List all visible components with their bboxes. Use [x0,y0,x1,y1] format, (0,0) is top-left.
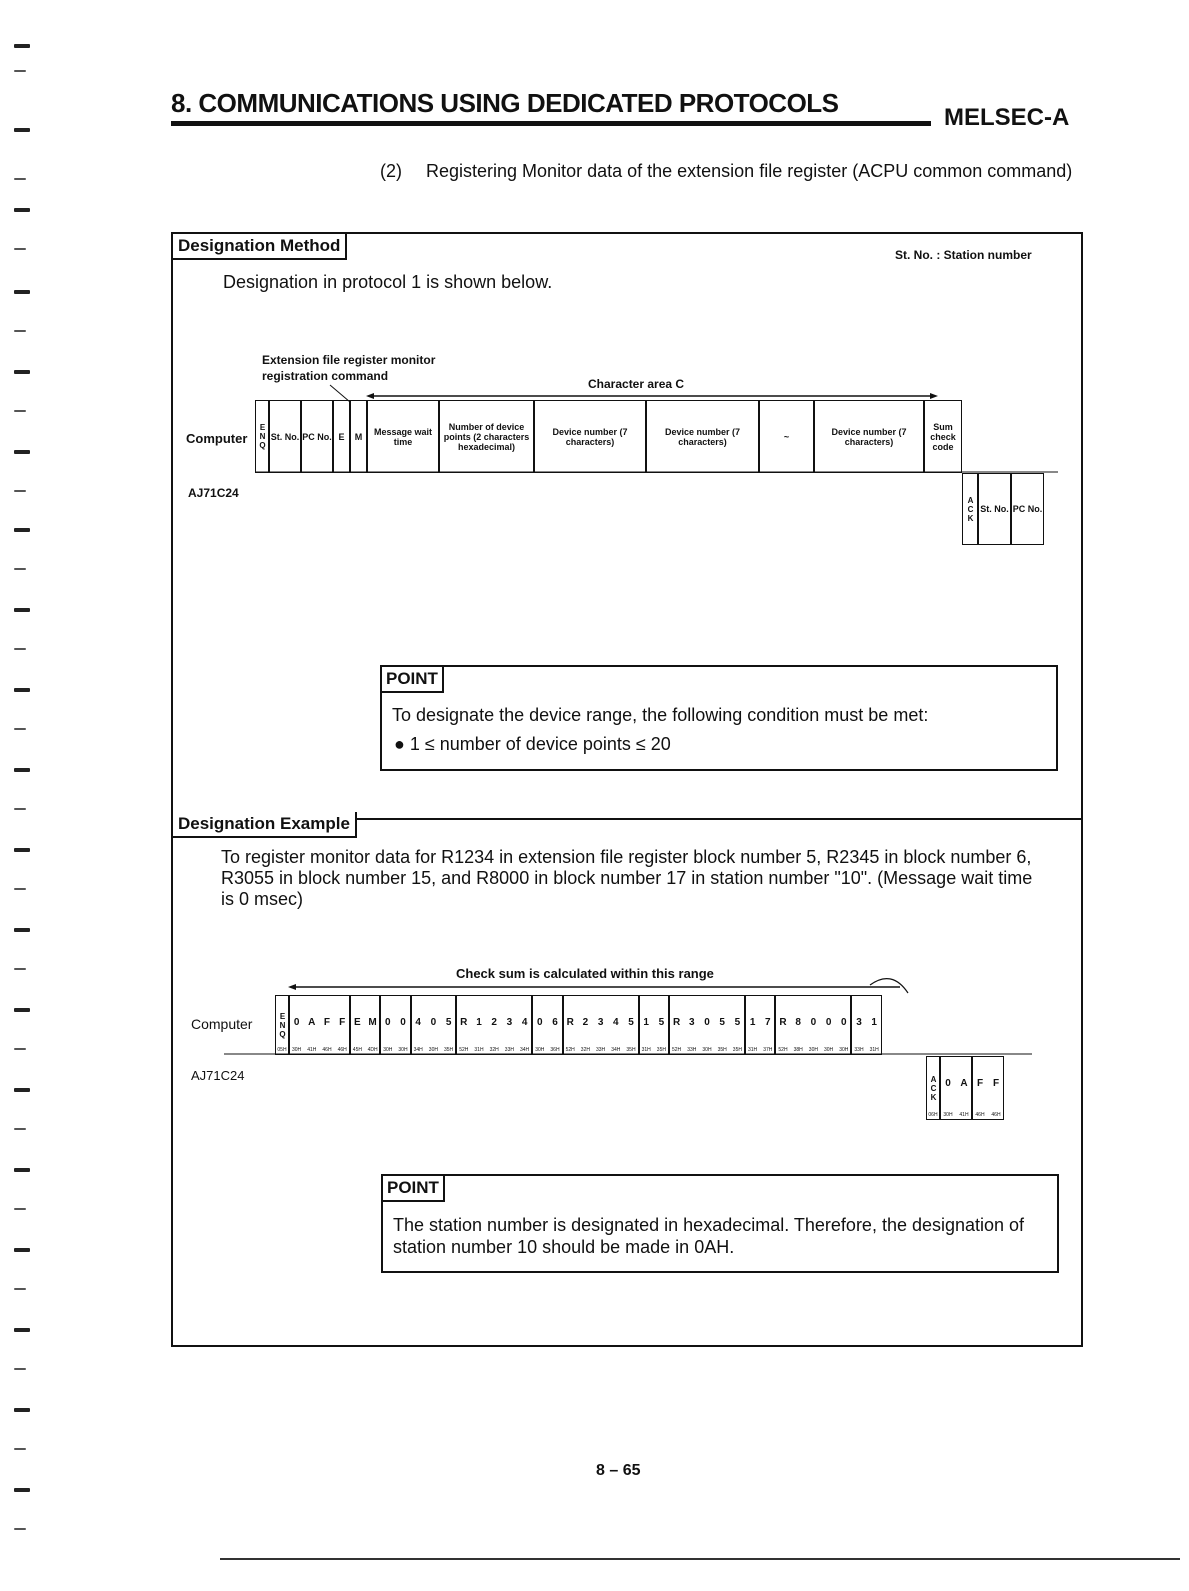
request-char: 0 [537,1017,543,1028]
point-label: POINT [382,667,444,693]
subheading-number: (2) [380,161,402,181]
pc-no-cell: PC No. [301,400,333,473]
request-hex: 31H [641,1047,651,1053]
request-hex: 32H [489,1047,499,1053]
binder-mark [14,1088,30,1092]
sum-check-cell: Sum check code [924,400,962,473]
response-hex: 46H [991,1112,1001,1118]
request-char: F [339,1017,346,1028]
request-hex: 30H [383,1047,393,1053]
device-number-cell: Device number (7 characters) [534,400,646,473]
command-note: Extension file register monitor registration command [262,353,436,383]
request-hex: 36H [550,1047,560,1053]
request-group-box [411,995,457,1055]
device-number-cell: Device number (7 characters) [814,400,924,473]
checksum-note: Check sum is calculated within this range [456,966,714,981]
request-char: 5 [445,1017,452,1028]
enq-cell: ENQ [255,400,269,473]
response-pc-no-cell: PC No. [1011,473,1044,545]
binder-mark [14,208,30,212]
response-char: 0 [945,1078,951,1089]
request-hex: 34H [520,1047,530,1053]
example-aj71c24-label: AJ71C24 [191,1068,245,1083]
request-char: R [460,1017,468,1028]
response-char: F [992,1078,1000,1089]
binder-mark [14,688,30,692]
point-label: POINT [383,1176,445,1202]
request-hex: 32H [580,1047,590,1053]
binder-mark [14,1168,30,1172]
binder-mark [14,648,26,650]
request-char: 5 [719,1017,725,1028]
request-hex: 33H [854,1047,864,1053]
binder-mark [14,1368,26,1370]
request-hex: 31H [748,1047,758,1053]
header-rule [171,121,931,126]
response-group-box [972,1056,1004,1120]
chapter-title: 8. COMMUNICATIONS USING DEDICATED PROTOCOLS [171,88,839,118]
request-char: F [323,1017,331,1028]
binder-mark [14,370,30,374]
request-char: 7 [765,1017,771,1028]
response-st-no-cell: St. No. [978,473,1011,545]
ack-hex: 06H [928,1112,938,1118]
response-hex: 30H [943,1112,953,1118]
page-number: 8 – 65 [596,1462,641,1479]
request-hex: 35H [717,1047,727,1053]
binder-mark [14,888,26,890]
binder-mark [14,1448,26,1450]
binder-mark [14,44,30,48]
device-number-cell: Device number (7 characters) [646,400,759,473]
request-char: 8 [795,1017,801,1028]
response-char: F [976,1078,984,1089]
request-char: 3 [856,1017,862,1028]
request-char: 1 [871,1017,877,1028]
response-hex: 46H [975,1112,985,1118]
point-text: The station number is designated in hexadecimal. Therefore, the designation of station number 10 should be made in 0AH. [393,1215,1025,1257]
request-char: R [672,1017,681,1028]
request-hex: 46H [337,1047,347,1053]
request-hex: 34H [611,1047,621,1053]
enq-text: ENQ [278,1011,287,1039]
request-group-box [669,995,745,1055]
request-char: 6 [552,1017,558,1028]
request-hex: 34H [413,1047,423,1053]
response-char: A [960,1078,968,1089]
request-hex: 52H [459,1047,469,1053]
request-char: 1 [749,1017,756,1028]
binder-mark [14,1208,26,1210]
request-hex: 35H [444,1047,454,1053]
designation-example-label: Designation Example [173,812,357,838]
binder-mark [14,728,26,730]
request-char: 5 [628,1017,634,1028]
point-box [380,665,1058,771]
request-char: R [779,1017,787,1028]
request-hex: 35H [656,1047,666,1053]
arrow-head-left [366,393,374,399]
binder-mark [14,1248,30,1252]
request-hex: 52H [778,1047,788,1053]
e-cell: E [333,400,350,473]
binder-mark [14,1128,26,1130]
response-hex: 41H [959,1112,969,1118]
request-group-box [639,995,669,1055]
request-hex: 30H [839,1047,849,1053]
aj71c24-label: AJ71C24 [188,486,239,500]
request-char: 2 [491,1017,497,1028]
request-group-box [380,995,410,1055]
computer-label: Computer [186,431,248,446]
brand-label: MELSEC-A [944,104,1070,131]
subheading-text: Registering Monitor data of the extension file register (ACPU common command) [426,161,1073,181]
character-area-label: Character area C [588,377,685,391]
binder-mark [14,1328,30,1332]
request-group-box [851,995,881,1055]
ack-cell: ACK [962,473,978,545]
request-hex: 52H [565,1047,575,1053]
request-char: 5 [658,1017,665,1028]
point-line-2: ● 1 ≤ number of device points ≤ 20 [394,734,671,754]
request-char: 4 [415,1017,421,1028]
request-group-box [350,995,380,1055]
binder-mark [14,808,26,810]
request-group-box [745,995,775,1055]
binder-mark [14,290,30,294]
request-hex: 33H [504,1047,514,1053]
request-hex: 30H [535,1047,545,1053]
request-hex: 38H [793,1047,803,1053]
request-char: 0 [385,1017,391,1028]
station-number-note: St. No. : Station number [895,248,1032,262]
request-hex: 35H [626,1047,636,1053]
binder-mark [14,768,30,772]
binder-mark [14,848,30,852]
request-hex: 41H [307,1047,317,1053]
request-char: 5 [734,1017,741,1028]
request-char: 3 [597,1017,604,1028]
num-points-cell: Number of device points (2 characters hexadecimal) [439,400,534,473]
request-hex: 4DH [367,1047,378,1053]
example-computer-label: Computer [191,1016,253,1032]
request-char: 0 [293,1017,300,1028]
binder-mark [14,1288,26,1290]
st-no-cell: St. No. [269,400,301,473]
tilde-cell: ~ [759,400,814,473]
request-char: A [308,1017,316,1028]
request-group-box [532,995,562,1055]
binder-mark [14,1488,30,1492]
request-hex: 30H [292,1047,302,1053]
binder-mark [14,1528,26,1530]
binder-mark [14,410,26,412]
request-hex: 30H [824,1047,834,1053]
request-hex: 30H [428,1047,438,1053]
request-hex: 46H [322,1047,332,1053]
request-hex: 37H [763,1047,773,1053]
request-char: 3 [689,1017,695,1028]
request-group-box [775,995,851,1055]
binder-mark [14,330,26,332]
binder-mark [14,450,30,454]
request-char: 0 [430,1017,437,1028]
point-line-1: To designate the device range, the following condition must be met: [392,705,929,725]
checksum-curve [870,979,908,993]
request-hex: 52H [672,1047,682,1053]
binder-mark [14,568,26,570]
designation-method-label: Designation Method [173,234,347,260]
binder-mark [14,968,26,970]
binder-mark [14,70,26,72]
request-char: 4 [521,1017,528,1028]
request-char: 0 [704,1017,710,1028]
m-cell: M [350,400,367,473]
request-hex: 45H [352,1047,362,1053]
request-char: 0 [825,1017,832,1028]
request-char: E [354,1017,361,1028]
request-char: M [368,1017,377,1028]
request-char: 1 [643,1017,649,1028]
ack-text: ACK [929,1074,938,1102]
request-char: 0 [400,1017,406,1028]
binder-mark [14,608,30,612]
request-group-box [289,995,350,1055]
footer-rule [220,1558,1180,1560]
request-hex: 31H [474,1047,484,1053]
binder-mark [14,928,30,932]
request-char: 3 [506,1017,513,1028]
point-box [381,1174,1059,1273]
binder-mark [14,128,30,132]
example-description: To register monitor data for R1234 in extension file register block number 5, R2345 in block number 6, R3055 in block number 15, and R8000 in block number 17 in station number "10". (Message wait time is 0 msec) [221,847,1033,909]
request-group-box [456,995,532,1055]
request-hex: 30H [808,1047,818,1053]
response-group-box [940,1056,972,1120]
binder-mark [14,528,30,532]
request-hex: 30H [702,1047,712,1053]
binder-mark [14,490,26,492]
request-char: 4 [613,1017,619,1028]
request-hex: 30H [398,1047,408,1053]
request-char: R [566,1017,574,1028]
method-intro: Designation in protocol 1 is shown below. [223,272,553,292]
binder-mark [14,1408,30,1412]
request-hex: 33H [687,1047,697,1053]
message-wait-cell: Message wait time [367,400,439,473]
ack-cell [926,1056,940,1120]
request-hex: 31H [869,1047,879,1053]
request-char: 0 [810,1017,817,1028]
arrow-head-right [930,393,938,399]
request-char: 2 [582,1017,589,1028]
binder-mark [14,1048,26,1050]
enq-cell [275,995,289,1055]
request-hex: 33H [596,1047,606,1053]
arrow-head-left [288,984,296,990]
request-hex: 35H [732,1047,742,1053]
binder-mark [14,178,26,180]
enq-hex: 05H [277,1047,287,1053]
binder-mark [14,248,26,250]
request-group-box [563,995,639,1055]
binder-mark [14,1008,30,1012]
request-char: 0 [841,1017,847,1028]
request-char: 1 [476,1017,482,1028]
